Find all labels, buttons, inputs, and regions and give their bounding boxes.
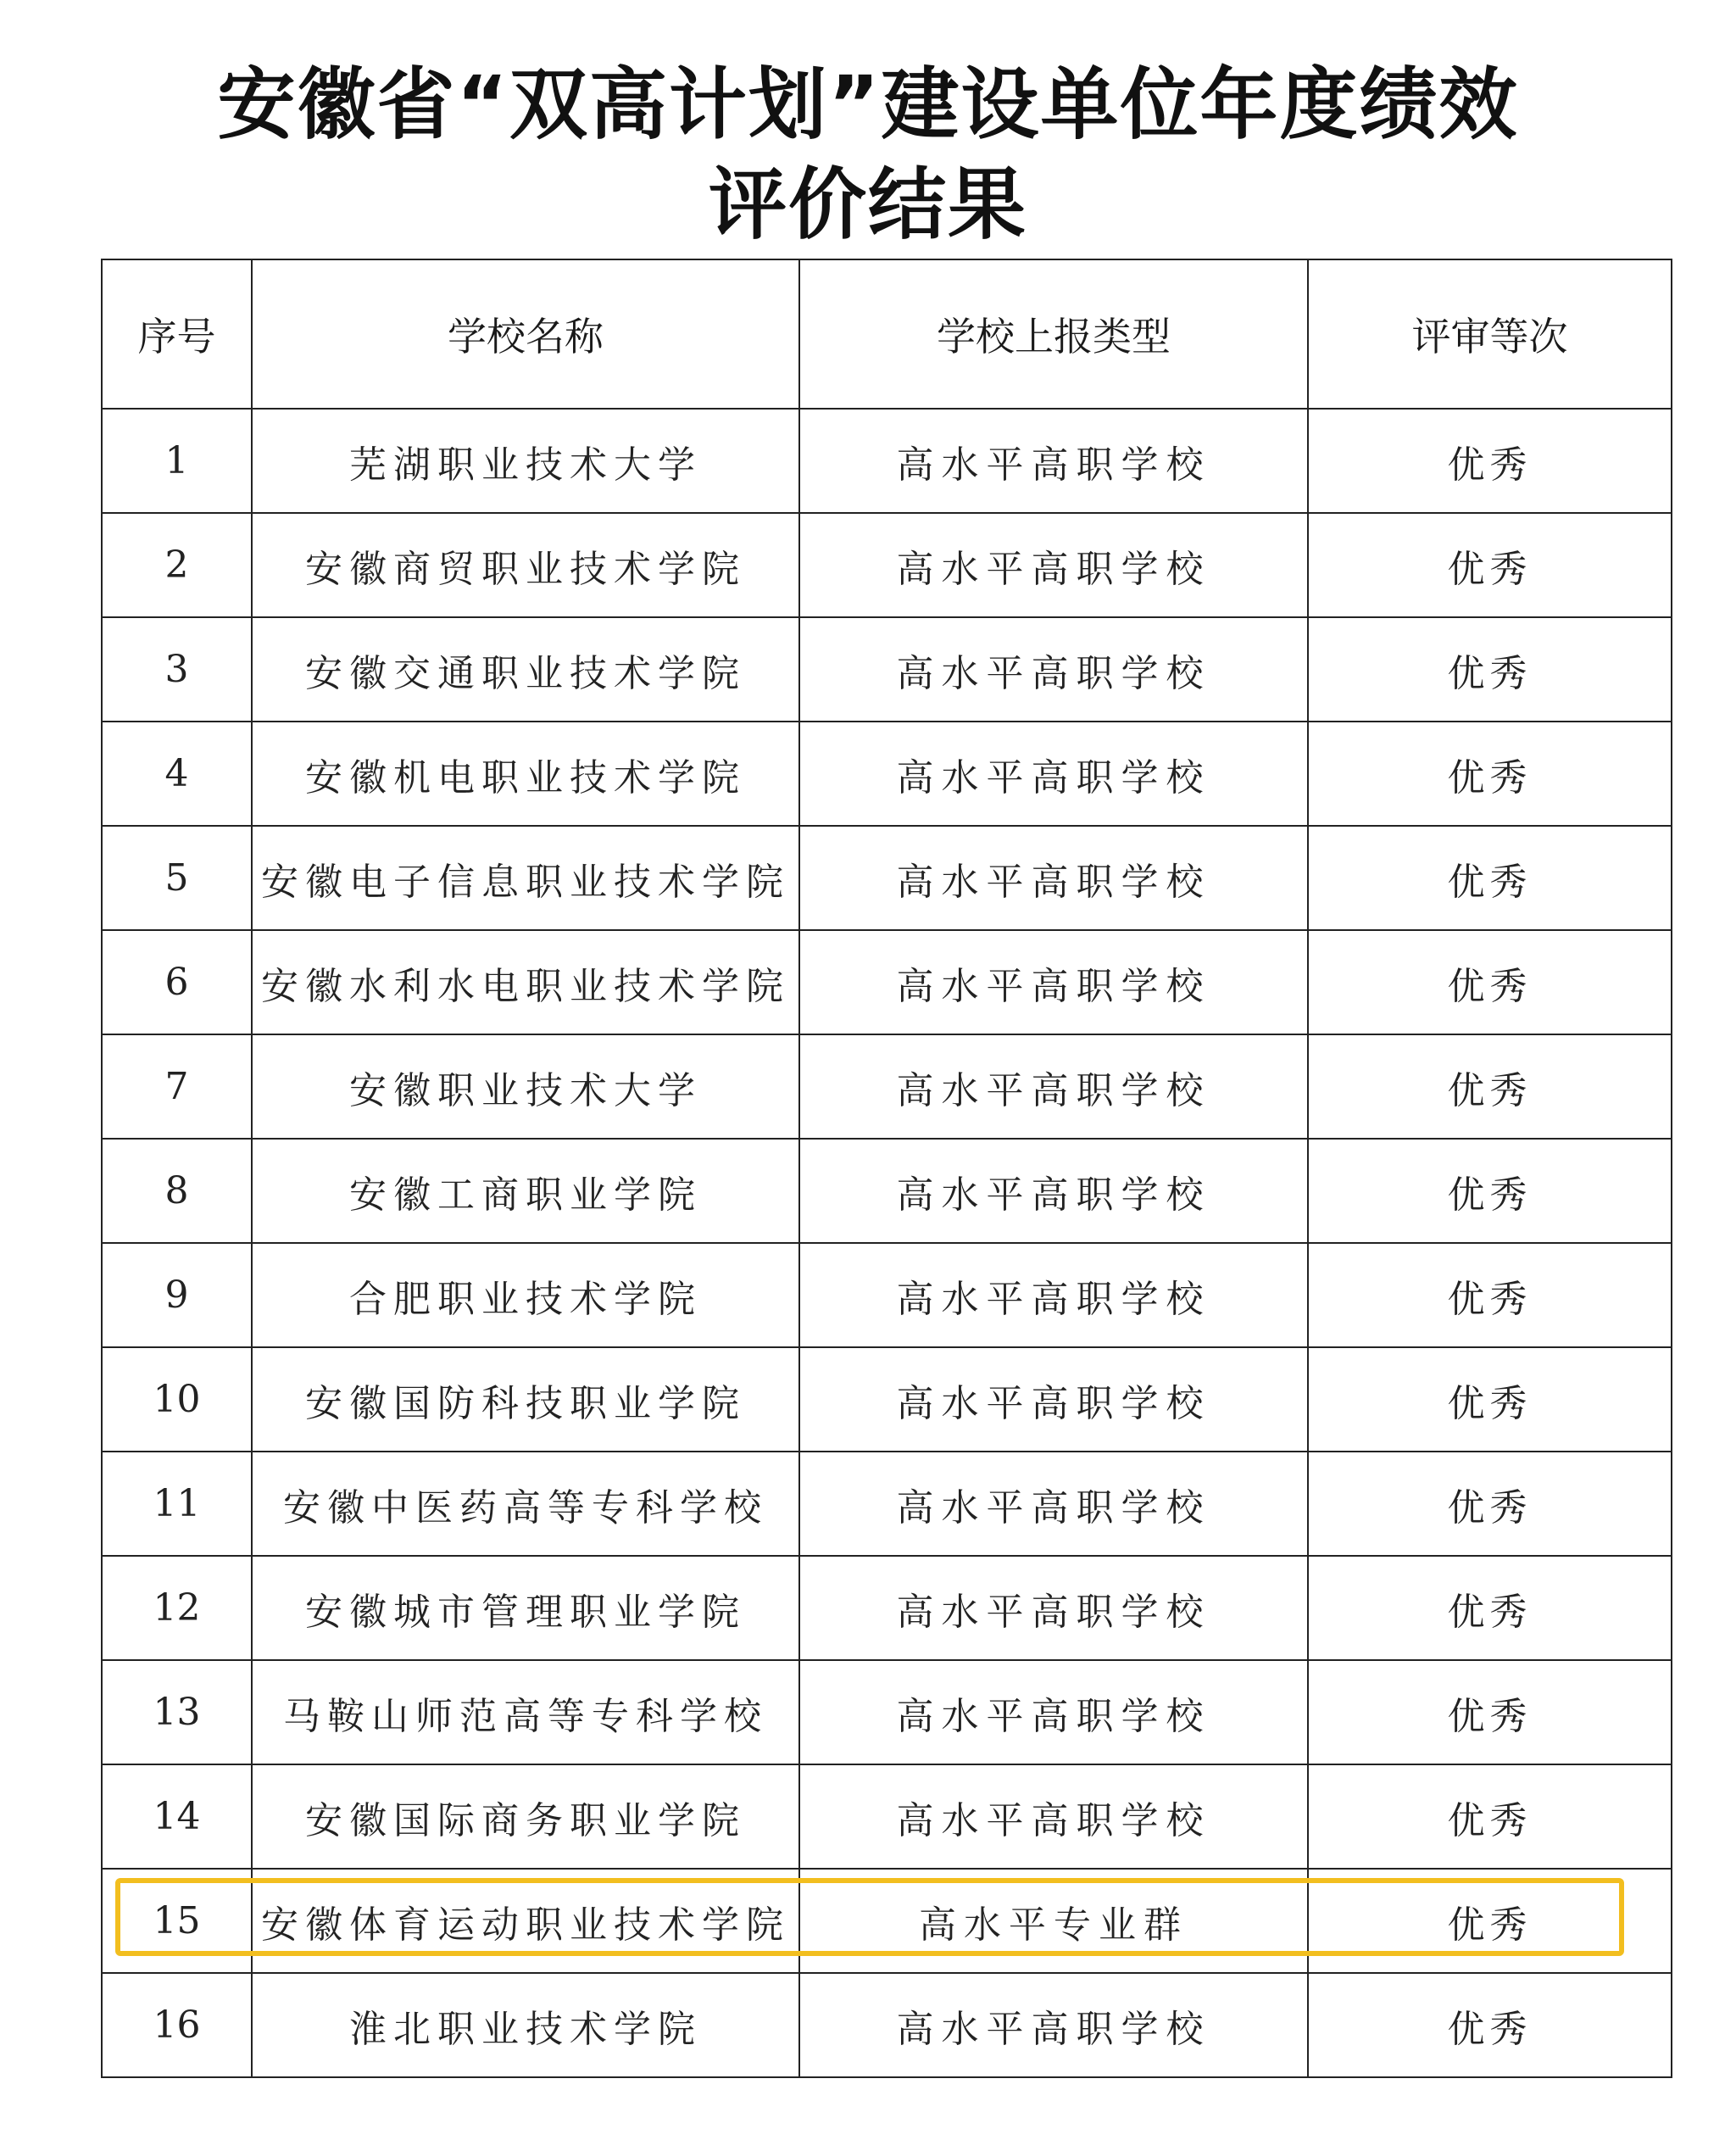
table-row (102, 1764, 1672, 1869)
cell-seq: 4 (102, 722, 252, 826)
cell-school-name: 安徽国际商务职业学院 (252, 1764, 799, 1869)
cell-seq: 12 (102, 1556, 252, 1660)
table-row (102, 1243, 1672, 1347)
table-row (102, 1660, 1672, 1764)
header-report-type: 学校上报类型 (799, 259, 1308, 409)
cell-grade: 优秀 (1308, 617, 1672, 722)
cell-report-type: 高水平高职学校 (799, 930, 1308, 1034)
cell-school-name: 马鞍山师范高等专科学校 (252, 1660, 799, 1764)
cell-report-type: 高水平专业群 (799, 1869, 1308, 1973)
cell-school-name: 淮北职业技术学院 (252, 1973, 799, 2077)
cell-grade: 优秀 (1308, 1139, 1672, 1243)
cell-seq: 10 (102, 1347, 252, 1452)
cell-grade: 优秀 (1308, 1452, 1672, 1556)
document-title-line-2: 评价结果 (708, 159, 1027, 250)
cell-grade: 优秀 (1308, 513, 1672, 617)
cell-seq: 8 (102, 1139, 252, 1243)
cell-report-type: 高水平高职学校 (799, 1764, 1308, 1869)
table-row (102, 1034, 1672, 1139)
cell-report-type: 高水平高职学校 (799, 409, 1308, 513)
cell-seq: 3 (102, 617, 252, 722)
cell-grade: 优秀 (1308, 1764, 1672, 1869)
table-row (102, 1139, 1672, 1243)
table-row (102, 1452, 1672, 1556)
header-school-name: 学校名称 (252, 259, 799, 409)
cell-grade: 优秀 (1308, 1034, 1672, 1139)
cell-school-name: 安徽工商职业学院 (252, 1139, 799, 1243)
cell-school-name: 安徽中医药高等专科学校 (252, 1452, 799, 1556)
table-row (102, 409, 1672, 513)
cell-school-name: 芜湖职业技术大学 (252, 409, 799, 513)
cell-grade: 优秀 (1308, 1973, 1672, 2077)
cell-school-name: 安徽体育运动职业技术学院 (252, 1869, 799, 1973)
cell-grade: 优秀 (1308, 409, 1672, 513)
results-table (101, 259, 1672, 2078)
cell-report-type: 高水平高职学校 (799, 1034, 1308, 1139)
cell-report-type: 高水平高职学校 (799, 722, 1308, 826)
cell-seq: 16 (102, 1973, 252, 2077)
table-row (102, 930, 1672, 1034)
cell-report-type: 高水平高职学校 (799, 513, 1308, 617)
cell-grade: 优秀 (1308, 826, 1672, 930)
header-seq: 序号 (102, 259, 252, 409)
cell-school-name: 合肥职业技术学院 (252, 1243, 799, 1347)
cell-grade: 优秀 (1308, 1347, 1672, 1452)
cell-seq: 13 (102, 1660, 252, 1764)
cell-seq: 11 (102, 1452, 252, 1556)
header-row (102, 259, 1672, 409)
cell-school-name: 安徽国防科技职业学院 (252, 1347, 799, 1452)
table-row (102, 722, 1672, 826)
cell-seq: 14 (102, 1764, 252, 1869)
cell-seq: 15 (102, 1869, 252, 1973)
cell-seq: 9 (102, 1243, 252, 1347)
table-header (102, 259, 1672, 409)
cell-grade: 优秀 (1308, 1869, 1672, 1973)
cell-report-type: 高水平高职学校 (799, 1556, 1308, 1660)
cell-seq: 2 (102, 513, 252, 617)
cell-school-name: 安徽职业技术大学 (252, 1034, 799, 1139)
cell-report-type: 高水平高职学校 (799, 1452, 1308, 1556)
cell-seq: 5 (102, 826, 252, 930)
cell-grade: 优秀 (1308, 722, 1672, 826)
table-row (102, 1347, 1672, 1452)
cell-grade: 优秀 (1308, 930, 1672, 1034)
cell-report-type: 高水平高职学校 (799, 826, 1308, 930)
table-row (102, 1869, 1672, 1973)
cell-report-type: 高水平高职学校 (799, 1243, 1308, 1347)
table-body (102, 409, 1672, 2077)
cell-school-name: 安徽水利水电职业技术学院 (252, 930, 799, 1034)
cell-school-name: 安徽城市管理职业学院 (252, 1556, 799, 1660)
document-title-line-1: 安徽省“双高计划”建设单位年度绩效 (217, 59, 1519, 150)
table-row (102, 826, 1672, 930)
table-row (102, 1556, 1672, 1660)
table-row (102, 1973, 1672, 2077)
cell-report-type: 高水平高职学校 (799, 1660, 1308, 1764)
cell-grade: 优秀 (1308, 1660, 1672, 1764)
cell-report-type: 高水平高职学校 (799, 1973, 1308, 2077)
cell-seq: 1 (102, 409, 252, 513)
cell-grade: 优秀 (1308, 1556, 1672, 1660)
cell-seq: 6 (102, 930, 252, 1034)
cell-grade: 优秀 (1308, 1243, 1672, 1347)
cell-report-type: 高水平高职学校 (799, 617, 1308, 722)
cell-report-type: 高水平高职学校 (799, 1139, 1308, 1243)
cell-school-name: 安徽交通职业技术学院 (252, 617, 799, 722)
table-row (102, 617, 1672, 722)
cell-seq: 7 (102, 1034, 252, 1139)
cell-school-name: 安徽机电职业技术学院 (252, 722, 799, 826)
cell-school-name: 安徽商贸职业技术学院 (252, 513, 799, 617)
header-grade: 评审等次 (1308, 259, 1672, 409)
table-row (102, 513, 1672, 617)
cell-school-name: 安徽电子信息职业技术学院 (252, 826, 799, 930)
cell-report-type: 高水平高职学校 (799, 1347, 1308, 1452)
